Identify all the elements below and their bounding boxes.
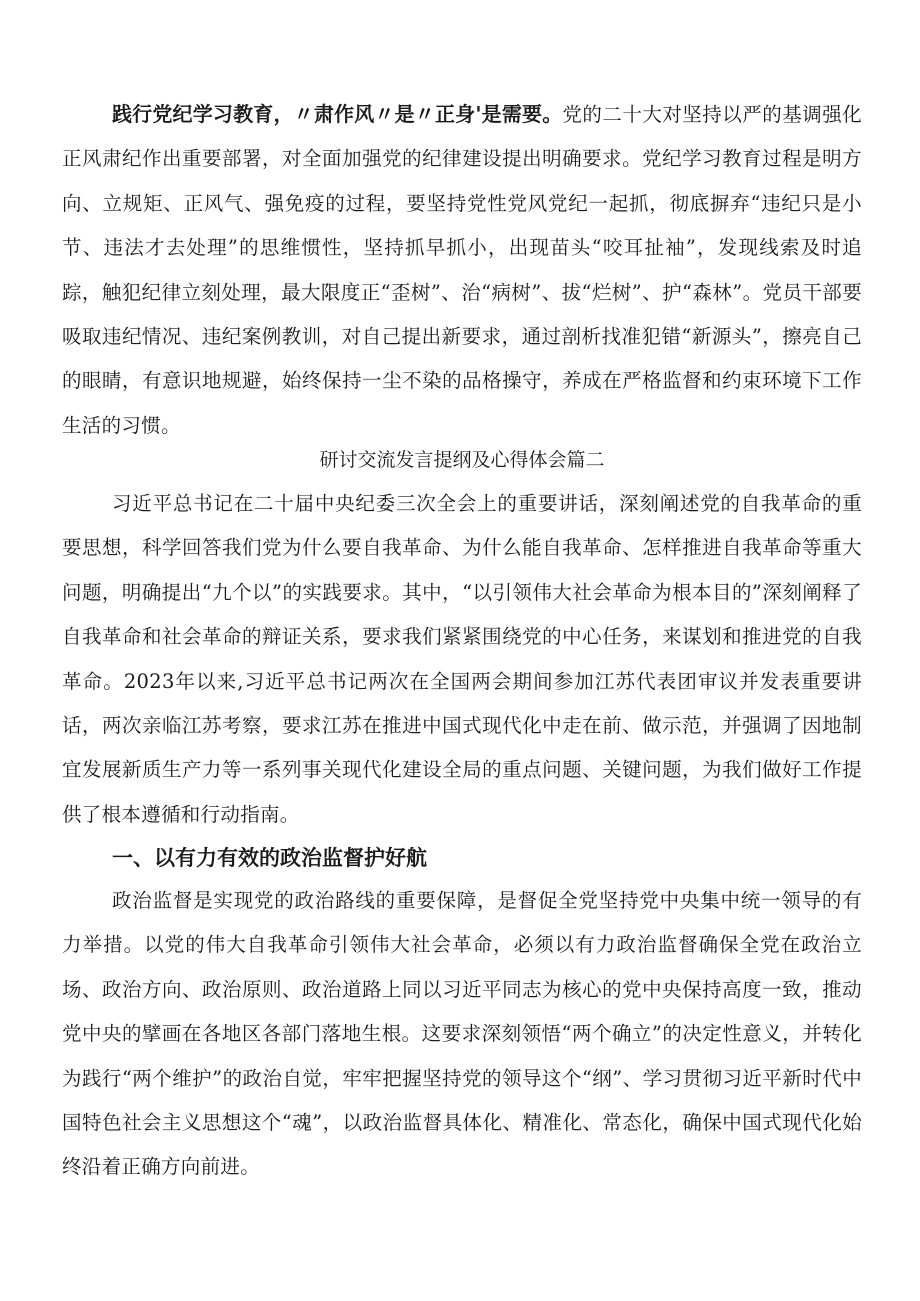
section-subtitle: 研讨交流发言提纲及心得体会篇二	[319, 449, 605, 471]
paragraph-1-body: 党的二十大对坚持以严的基调强化正风肃纪作出重要部署，对全面加强党的纪律建设提出明确要求。党纪学习教育过程是明方向、立规矩、正风气、强免疫的过程，要坚持党性党风党纪一起抓，彻底摒弃“违纪只是小节、违法才去处理”的思维惯性，坚持抓早抓小，出现苗头“咬耳扯袖”，发现线索及时追踪，触犯纪律立刻处理，最大限度正“歪树”、治“病树”、拔“烂树”、护“森林”。党员干部要吸取违纪情况、违纪案例教训，对自己提出新要求，通过剖析找准犯错“新源头”，擦亮自己的眼睛，有意识地规避，始终保持一尘不染的品格操守，养成在严格监督和约束环境下工作生活的习惯。	[62, 103, 862, 437]
paragraph-1	[62, 92, 862, 448]
paragraph-3: 政治监督是实现党的政治路线的重要保障，是督促全党坚持党中央集中统一领导的有力举措。以党的伟大自我革命引领伟大社会革命，必须以有力政治监督确保全党在政治立场、政治方向、政治原则、政治道路上同以习近平同志为核心的党中央保持高度一致，推动党中央的擘画在各地区各部门落地生根。这要求深刻领悟“两个确立”的决定性意义，并转化为践行“两个维护”的政治自觉，牢牢把握坚持党的领导这个“纲”、学习贯彻习近平新时代中国特色社会主义思想这个“魂”，以政治监督具体化、精准化、常态化，确保中国式现代化始终沿着正确方向前进。	[62, 889, 862, 1179]
paragraph-2: 习近平总书记在二十届中央纪委三次全会上的重要讲话，深刻阐述党的自我革命的重要思想，科学回答我们党为什么要自我革命、为什么能自我革命、怎样推进自我革命等重大问题，明确提出“九个以”的实践要求。其中，“以引领伟大社会革命为根本目的”深刻阐释了自我革命和社会革命的辩证关系，要求我们紧紧围绕党的中心任务，来谋划和推进党的自我革命。2023年以来,习近平总书记两次在全国两会期间参加江苏代表团审议并发表重要讲话，两次亲临江苏考察，要求江苏在推进中国式现代化中走在前、做示范，并强调了因地制宜发展新质生产力等一系列事关现代化建设全局的重点问题、关键问题，为我们做好工作提供了根本遵循和行动指南。	[62, 492, 862, 826]
paragraph-1-lead: 践行党纪学习教育，〃肃作风〃是〃正身'是需要。	[112, 102, 563, 126]
section-heading-1: 一、以有力有效的政治监督护好航	[112, 846, 427, 870]
